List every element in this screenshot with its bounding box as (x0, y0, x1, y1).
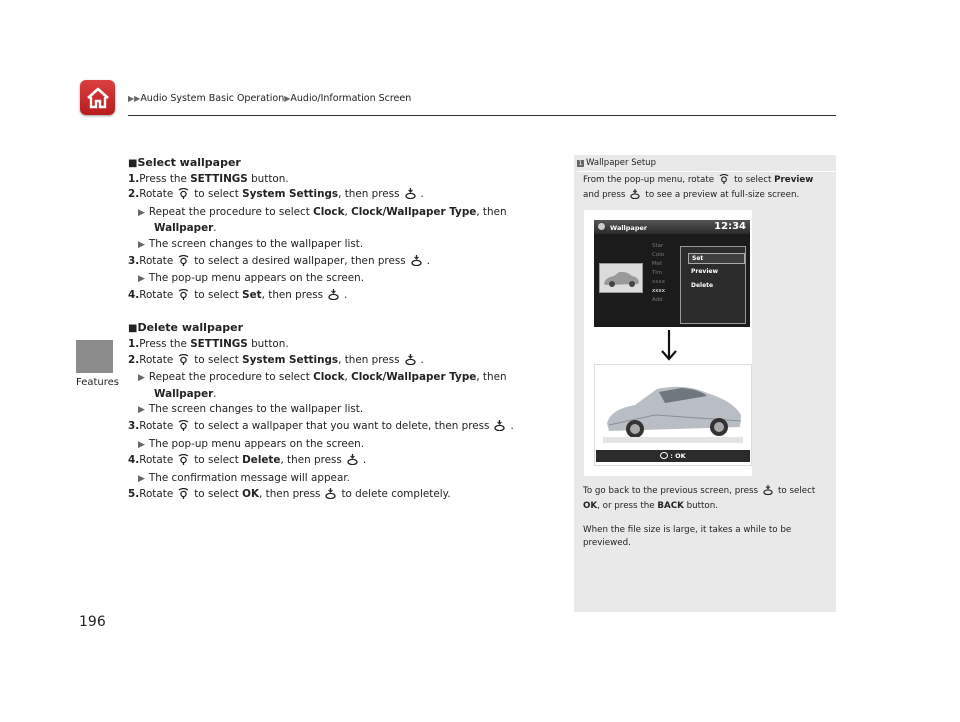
list-item[interactable]: xxxx (652, 288, 666, 294)
select-wallpaper-heading: ■Select wallpaper (128, 156, 241, 169)
section-label: Features (76, 377, 119, 388)
list-item[interactable]: Add (652, 297, 663, 303)
wallpaper-thumbnail (599, 263, 643, 293)
menu-item-preview[interactable]: Preview (691, 268, 719, 275)
home-icon (85, 86, 111, 110)
menu-item-delete[interactable]: Delete (691, 282, 714, 289)
step: 5.Rotate to select OK, then press to delete completely. (128, 487, 558, 505)
screen-title-bar (594, 220, 750, 234)
step: 2.Rotate to select System Settings, then press . (128, 353, 558, 371)
full-size-preview (594, 364, 752, 466)
press-knob-icon (494, 420, 505, 437)
note-marker-icon: 1 (578, 160, 583, 167)
breadcrumb-arrow-icon: ▶▶ (128, 94, 141, 103)
substep: ▶ Repeat the procedure to select Clock, Clock/Wallpaper Type, then (138, 371, 507, 384)
screen-title: Wallpaper (610, 224, 648, 232)
sidebar-divider (577, 171, 835, 172)
press-knob-icon (630, 189, 640, 204)
substep: ▶ Repeat the procedure to select Clock, Clock/Wallpaper Type, then (138, 205, 507, 218)
wallpaper-screen (594, 220, 750, 327)
selector-knob-icon (178, 488, 189, 505)
main-content (128, 155, 558, 505)
selector-knob-icon (178, 354, 189, 371)
list-item[interactable]: Star (652, 243, 664, 249)
result-arrow-icon: ▶ (138, 274, 145, 285)
sidebar-heading: 1 Wallpaper Setup (578, 158, 656, 168)
step: 4.Rotate to select Set, then press . (128, 288, 558, 306)
selector-knob-icon (178, 188, 189, 205)
sidebar-paragraph: From the pop-up menu, rotate to select Preview and press to see a preview at full-size screen. (583, 174, 831, 204)
selector-knob-icon (178, 420, 189, 437)
car-wallpaper-image (595, 365, 749, 449)
substep: ▶ The confirmation message will appear. (138, 471, 350, 484)
breadcrumb (128, 93, 411, 104)
list-item[interactable]: Tim (652, 270, 663, 276)
section-tab[interactable] (76, 340, 113, 373)
list-item[interactable]: Colo (652, 252, 665, 258)
press-knob-icon (411, 255, 422, 272)
down-arrow-icon (657, 328, 681, 362)
selector-knob-icon (178, 289, 189, 306)
list-item[interactable]: xxxx (652, 279, 666, 285)
substep-cont: Wallpaper. (154, 387, 217, 400)
result-arrow-icon: ▶ (138, 239, 145, 250)
substep: ▶ The pop-up menu appears on the screen. (138, 272, 365, 285)
substep: ▶ The pop-up menu appears on the screen. (138, 437, 365, 450)
step: 4.Rotate to select Delete, then press . (128, 453, 558, 471)
list-item[interactable]: Met (652, 261, 663, 267)
screen-clock: 12:34 (714, 221, 746, 232)
ok-prompt-bar[interactable]: : OK (596, 450, 750, 462)
step: 1.Press the SETTINGS button. (128, 337, 289, 350)
wallpaper-preview-figure (584, 210, 752, 476)
step: 2.Rotate to select System Settings, then press . (128, 187, 558, 205)
result-arrow-icon: ▶ (138, 473, 145, 484)
sidebar-note (574, 155, 836, 612)
press-knob-icon (325, 488, 336, 505)
popup-menu (680, 246, 746, 324)
sidebar-paragraph: When the file size is large, it takes a while to be previewed. (583, 525, 792, 548)
press-knob-icon (763, 485, 773, 500)
breadcrumb-link-audio-info-screen[interactable]: Audio/Information Screen (290, 93, 412, 104)
result-arrow-icon: ▶ (138, 439, 145, 450)
substep: ▶ The screen changes to the wallpaper list. (138, 403, 364, 416)
press-knob-icon (347, 454, 358, 471)
step: 3.Rotate to select a desired wallpaper, then press . (128, 254, 558, 272)
press-knob-icon (405, 354, 416, 371)
step: 3.Rotate to select a wallpaper that you want to delete, then press . (128, 419, 558, 437)
result-arrow-icon: ▶ (138, 405, 145, 416)
home-button[interactable] (80, 80, 115, 115)
menu-item-set[interactable]: Set (688, 253, 745, 264)
substep: ▶ The screen changes to the wallpaper list. (138, 237, 364, 250)
breadcrumb-arrow-icon: ▶ (284, 94, 291, 103)
sidebar-paragraph: To go back to the previous screen, press to select OK, or press the BACK button. (583, 486, 816, 511)
car-thumbnail-icon (600, 264, 642, 292)
press-knob-icon (405, 188, 416, 205)
selector-knob-icon (719, 174, 729, 189)
page-number: 196 (79, 614, 106, 630)
substep-cont: Wallpaper. (154, 222, 217, 235)
selector-knob-icon (178, 255, 189, 272)
breadcrumb-link-audio-system[interactable]: Audio System Basic Operation (140, 93, 285, 104)
result-arrow-icon: ▶ (138, 207, 145, 218)
header-divider (128, 115, 836, 116)
back-icon (598, 223, 605, 230)
result-arrow-icon: ▶ (138, 373, 145, 384)
delete-wallpaper-heading: ■Delete wallpaper (128, 321, 244, 335)
selector-knob-icon (178, 454, 189, 471)
step: 1.Press the SETTINGS button. (128, 172, 289, 185)
press-knob-icon (328, 289, 339, 306)
press-knob-icon (660, 452, 668, 459)
